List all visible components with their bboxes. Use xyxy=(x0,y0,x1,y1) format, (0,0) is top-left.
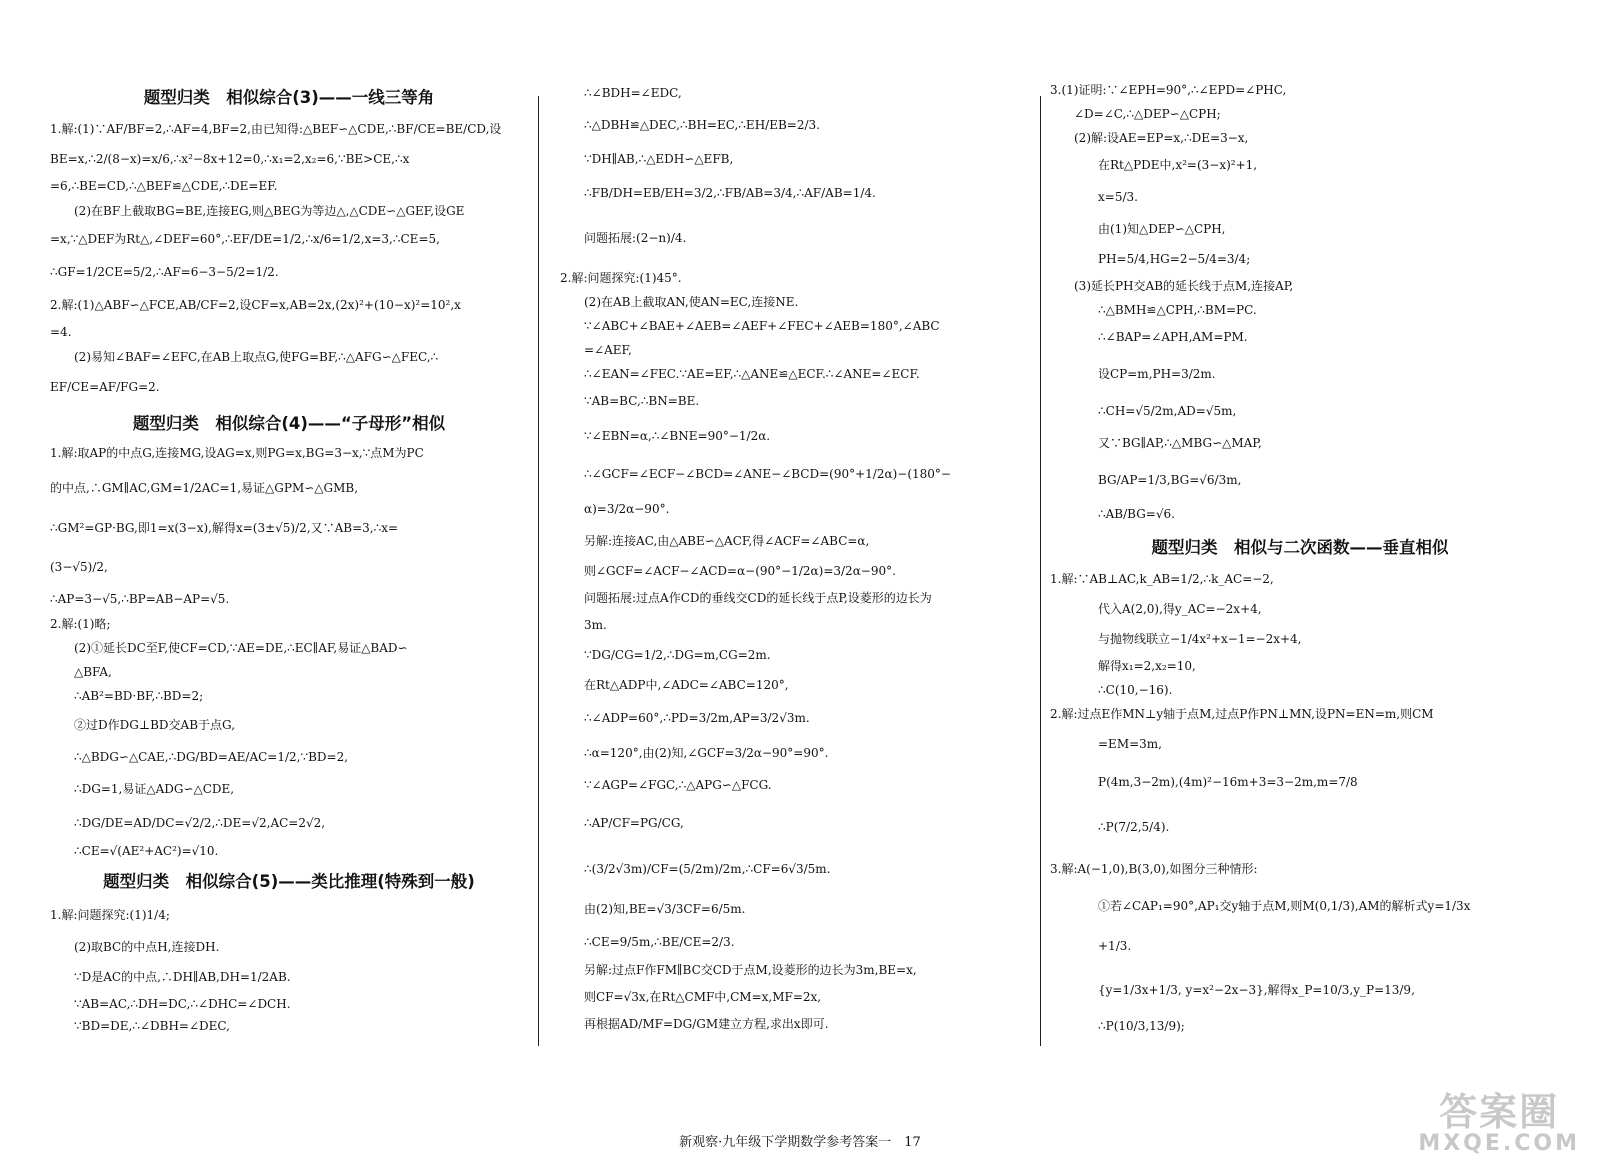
solution-line: 1.解:(1)∵AF/BF=2,∴AF=4,BF=2,由已知得:△BEF∽△CDE,∴BF/CE=BE/CD,设 xyxy=(50,122,502,136)
solution-line: {y=1/3x+1/3, y=x²−2x−3},解得x_P=10/3,y_P=13/9, xyxy=(1098,983,1415,997)
solution-line: BG/AP=1/3,BG=√6/3m, xyxy=(1098,473,1242,487)
solution-line: (2)①延长DC至F,使CF=CD,∵AE=DE,∴EC∥AF,易证△BAD∽ xyxy=(74,641,408,655)
solution-line: =∠AEF, xyxy=(584,343,632,357)
solution-line: ∵∠AGP=∠FGC,∴△APG∽△FCG. xyxy=(584,778,772,792)
solution-line: 3.解:A(−1,0),B(3,0),如图分三种情形: xyxy=(1050,862,1258,876)
solution-line: ∴AP/CF=PG/CG, xyxy=(584,816,684,830)
solution-line: ∵∠ABC+∠BAE+∠AEB=∠AEF+∠FEC+∠AEB=180°,∠ABC xyxy=(584,319,940,333)
column-middle xyxy=(560,78,1030,1036)
solution-line: (2)在BF上截取BG=BE,连接EG,则△BEG为等边△,△CDE∽△GEF,设GE xyxy=(74,204,465,218)
solution-line: ∴∠BAP=∠APH,AM=PM. xyxy=(1098,330,1248,344)
solution-line: 1.解:∵AB⊥AC,k_AB=1/2,∴k_AC=−2, xyxy=(1050,572,1274,586)
solution-line: 再根据AD/MF=DG/GM建立方程,求出x即可. xyxy=(584,1017,829,1031)
solution-line: =4. xyxy=(50,325,72,339)
solution-line: 1.解:问题探究:(1)1/4; xyxy=(50,908,170,922)
solution-line: ①若∠CAP₁=90°,AP₁交y轴于点M,则M(0,1/3),AM的解析式y=1/3x xyxy=(1098,899,1471,913)
solution-line: 1.解:取AP的中点G,连接MG,设AG=x,则PG=x,BG=3−x,∵点M为PC xyxy=(50,446,424,460)
solution-line: =6,∴BE=CD,∴△BEF≌△CDE,∴DE=EF. xyxy=(50,179,278,193)
solution-line: ∴AP=3−√5,∴BP=AB−AP=√5. xyxy=(50,592,230,606)
solution-line: PH=5/4,HG=2−5/4=3/4; xyxy=(1098,252,1251,266)
solution-line: ∠D=∠C,∴△DEP∽△CPH; xyxy=(1074,107,1221,121)
section-heading: 题型归类 相似与二次函数——垂直相似 xyxy=(1151,538,1449,557)
solution-line: ∴CH=√5/2m,AD=√5m, xyxy=(1098,404,1237,418)
solution-line: ∵BD=DE,∴∠DBH=∠DEC, xyxy=(74,1019,230,1033)
solution-line: 由(1)知△DEP∽△CPH, xyxy=(1098,222,1226,236)
solution-line: ∵AB=BC,∴BN=BE. xyxy=(584,394,700,408)
solution-line: ∴∠BDH=∠EDC, xyxy=(584,86,682,100)
solution-line: 在Rt△PDE中,x²=(3−x)²+1, xyxy=(1098,158,1258,172)
section-heading: 题型归类 相似综合(3)——一线三等角 xyxy=(143,88,435,107)
solution-line: ∴C(10,−16). xyxy=(1098,683,1173,697)
solution-line: ∴DG/DE=AD/DC=√2/2,∴DE=√2,AC=2√2, xyxy=(74,816,326,830)
solution-line: EF/CE=AF/FG=2. xyxy=(50,380,160,394)
solution-line: ∴CE=√(AE²+AC²)=√10. xyxy=(74,844,219,858)
solution-line: 代入A(2,0),得y_AC=−2x+4, xyxy=(1098,602,1262,616)
solution-line: 解得x₁=2,x₂=10, xyxy=(1098,659,1196,673)
solution-line: 3.(1)证明:∵∠EPH=90°,∴∠EPD=∠PHC, xyxy=(1050,83,1287,97)
solution-line: 另解:过点F作FM∥BC交CD于点M,设菱形的边长为3m,BE=x, xyxy=(584,963,917,977)
solution-line: (2)解:设AE=EP=x,∴DE=3−x, xyxy=(1074,131,1249,145)
column-divider xyxy=(1040,96,1041,1046)
column-divider xyxy=(538,96,539,1046)
solution-line: 又∵BG∥AP,∴△MBG∽△MAP, xyxy=(1098,436,1262,450)
solution-line: ∵D是AC的中点,∴DH∥AB,DH=1/2AB. xyxy=(74,970,291,984)
solution-line: P(4m,3−2m),(4m)²−16m+3=3−2m,m=7/8 xyxy=(1098,775,1358,789)
solution-line: =EM=3m, xyxy=(1098,737,1162,751)
solution-line: 2.解:过点E作MN⊥y轴于点M,过点P作PN⊥MN,设PN=EN=m,则CM xyxy=(1050,707,1434,721)
section-heading: 题型归类 相似综合(5)——类比推理(特殊到一般) xyxy=(103,872,475,891)
solution-line: 2.解:问题探究:(1)45°. xyxy=(560,271,682,285)
solution-line: ∴GM²=GP·BG,即1=x(3−x),解得x=(3±√5)/2,又∵AB=3,∴x= xyxy=(50,521,399,535)
solution-line: 则CF=√3x,在Rt△CMF中,CM=x,MF=2x, xyxy=(584,990,822,1004)
solution-line: ∴(3/2√3m)/CF=(5/2m)/2m,∴CF=6√3/5m. xyxy=(584,862,831,876)
solution-line: 2.解:(1)△ABF∽△FCE,AB/CF=2,设CF=x,AB=2x,(2x)²+(10−x)²=10²,x xyxy=(50,298,461,312)
solution-line: BE=x,∴2/(8−x)=x/6,∴x²−8x+12=0,∴x₁=2,x₂=6,∵BE>CE,∴x xyxy=(50,152,410,166)
page-footer: 新观察·九年级下学期数学参考答案一 17 xyxy=(679,1135,921,1150)
solution-line: ∵DG/CG=1/2,∴DG=m,CG=2m. xyxy=(584,648,771,662)
solution-line: ∴∠ADP=60°,∴PD=3/2m,AP=3/2√3m. xyxy=(584,711,810,725)
solution-line: ∴P(10/3,13/9); xyxy=(1098,1019,1185,1033)
column-left xyxy=(50,78,528,1036)
solution-line: ∴△DBH≌△DEC,∴BH=EC,∴EH/EB=2/3. xyxy=(584,118,820,132)
watermark-text: 答案圈 xyxy=(1439,1090,1560,1134)
solution-line: ∴GF=1/2CE=5/2,∴AF=6−3−5/2=1/2. xyxy=(50,265,279,279)
solution-line: 与抛物线联立−1/4x²+x−1=−2x+4, xyxy=(1098,632,1302,646)
section-heading: 题型归类 相似综合(4)——“子母形”相似 xyxy=(132,414,446,433)
solution-line: ∴DG=1,易证△ADG∽△CDE, xyxy=(74,782,235,796)
solution-line: (2)易知∠BAF=∠EFC,在AB上取点G,使FG=BF,∴△AFG∽△FEC,∴ xyxy=(74,350,439,364)
solution-line: 问题拓展:(2−n)/4. xyxy=(584,231,687,245)
solution-line: ∵∠EBN=α,∴∠BNE=90°−1/2α. xyxy=(584,429,771,443)
solution-line: ②过D作DG⊥BD交AB于点G, xyxy=(74,718,236,732)
solution-line: ∴AB²=BD·BF,∴BD=2; xyxy=(74,689,204,703)
solution-line: 设CP=m,PH=3/2m. xyxy=(1098,367,1216,381)
solution-line: (2)在AB上截取AN,使AN=EC,连接NE. xyxy=(584,295,799,309)
solution-line: 另解:连接AC,由△ABE∽△ACF,得∠ACF=∠ABC=α, xyxy=(584,534,870,548)
solution-line: ∴CE=9/5m,∴BE/CE=2/3. xyxy=(584,935,735,949)
solution-line: 问题拓展:过点A作CD的垂线交CD的延长线于点P,设菱形的边长为 xyxy=(584,591,932,605)
solution-line: ∴∠GCF=∠ECF−∠BCD=∠ANE−∠BCD=(90°+1/2α)−(180°− xyxy=(584,467,951,481)
column-right xyxy=(1050,78,1550,1038)
solution-line: ∴AB/BG=√6. xyxy=(1098,507,1175,521)
solution-line: 2.解:(1)略; xyxy=(50,617,111,631)
solution-line: ∴P(7/2,5/4). xyxy=(1098,820,1170,834)
watermark-logo xyxy=(1418,1092,1580,1156)
watermark-url: MXQE.COM xyxy=(1418,1131,1580,1156)
solution-line: ∴△BMH≌△CPH,∴BM=PC. xyxy=(1098,303,1257,317)
solution-line: ∴α=120°,由(2)知,∠GCF=3/2α−90°=90°. xyxy=(584,746,829,760)
solution-line: =x,∵△DEF为Rt△,∠DEF=60°,∴EF/DE=1/2,∴x/6=1/2,x=3,∴CE=5, xyxy=(50,232,440,246)
solution-line: 则∠GCF=∠ACF−∠ACD=α−(90°−1/2α)=3/2α−90°. xyxy=(584,564,896,578)
solution-line: (3)延长PH交AB的延长线于点M,连接AP, xyxy=(1074,279,1294,293)
solution-line: ∴∠EAN=∠FEC.∵AE=EF,∴△ANE≌△ECF.∴∠ANE=∠ECF. xyxy=(584,367,920,381)
solution-line: 3m. xyxy=(584,618,607,632)
solution-line: 的中点,∴GM∥AC,GM=1/2AC=1,易证△GPM∽△GMB, xyxy=(50,481,359,495)
solution-line: +1/3. xyxy=(1098,939,1132,953)
solution-line: α)=3/2α−90°. xyxy=(584,502,670,516)
solution-line: 由(2)知,BE=√3/3CF=6/5m. xyxy=(584,902,746,916)
solution-line: ∴FB/DH=EB/EH=3/2,∴FB/AB=3/4,∴AF/AB=1/4. xyxy=(584,186,876,200)
solution-line: ∴△BDG∽△CAE,∴DG/BD=AE/AC=1/2,∵BD=2, xyxy=(74,750,349,764)
solution-line: x=5/3. xyxy=(1098,190,1138,204)
solution-line: ∵AB=AC,∴DH=DC,∴∠DHC=∠DCH. xyxy=(74,997,291,1011)
solution-line: △BFA, xyxy=(74,665,112,679)
solution-line: (2)取BC的中点H,连接DH. xyxy=(74,940,220,954)
solution-line: (3−√5)/2, xyxy=(50,560,108,574)
solution-line: 在Rt△ADP中,∠ADC=∠ABC=120°, xyxy=(584,678,789,692)
solution-line: ∵DH∥AB,∴△EDH∽△EFB, xyxy=(584,152,734,166)
